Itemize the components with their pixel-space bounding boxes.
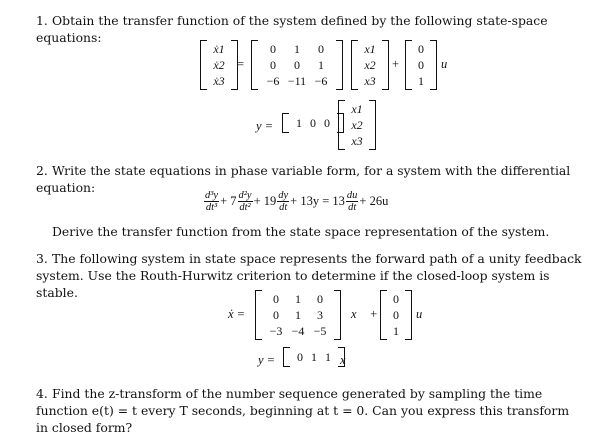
matrix-c	[283, 347, 345, 367]
problem-4	[36, 385, 582, 436]
matrix-entry: −6	[266, 74, 280, 88]
matrix-entry: 1	[325, 350, 331, 364]
matrix-entry: x1	[351, 102, 363, 116]
matrix-entry: 0	[270, 42, 276, 56]
matrix-entry: x1	[364, 42, 376, 56]
matrix-entry: x3	[351, 134, 363, 148]
matrix-entry: −3	[269, 324, 283, 338]
matrix-entry: ẋ1	[213, 42, 225, 56]
matrix-entry: 0	[273, 292, 279, 306]
matrix-entry: 0	[294, 58, 300, 72]
matrix-entry: 1	[296, 116, 302, 130]
term: + 7	[220, 194, 237, 208]
matrix-entry: 1	[295, 308, 301, 322]
matrix-entry: ẋ3	[213, 74, 225, 88]
problem-number: 2.	[36, 163, 48, 178]
matrix-entry: 0	[310, 116, 316, 130]
matrix-entry: 1	[393, 324, 399, 338]
input-variable: u	[416, 307, 423, 321]
matrix-entry: x2	[351, 118, 363, 132]
problem-text: Write the state equations in phase variable form, for a system with the differential equation:	[36, 163, 571, 195]
matrix-entry: 1	[311, 350, 317, 364]
output-rhs: x⃗	[340, 353, 356, 367]
fraction: $\frac{du}{dt}$	[346, 190, 358, 213]
matrix-entry: 0	[418, 42, 424, 56]
matrix-entry: 0	[393, 308, 399, 322]
matrix-a	[255, 290, 341, 340]
state-mid: x⃗ +	[351, 307, 378, 321]
matrix-entry: 0	[418, 58, 424, 72]
differential-equation	[203, 190, 388, 213]
problem-text: Find the z-transform of the number sequence generated by sampling the time function e(t) = t every T seconds, beginning at t = 0. Can you express this transform in closed form?	[36, 386, 570, 435]
matrix-entry: 0	[324, 116, 330, 130]
state-derivative-vector	[200, 40, 238, 90]
matrix-entry: 1	[294, 42, 300, 56]
problem-2-text2: Derive the transfer function from the state space representation of the system.	[52, 224, 550, 239]
problem-number: 3.	[36, 251, 48, 266]
matrix-entry: 0	[318, 42, 324, 56]
matrix-entry: 1	[318, 58, 324, 72]
matrix-entry: −4	[291, 324, 305, 338]
problem-number: 1.	[36, 13, 48, 28]
matrix-entry: −6	[314, 74, 328, 88]
matrix-entry: −5	[313, 324, 327, 338]
matrix-entry: 3	[317, 308, 323, 322]
equals-sign: =	[237, 57, 245, 71]
matrix-entry: 0	[297, 350, 303, 364]
term: + 13y = 13	[290, 194, 345, 208]
fraction: $\frac{\text{d³y}}{\text{dt³}}$	[205, 190, 219, 213]
matrix-entry: 0	[273, 308, 279, 322]
state-vector	[338, 100, 376, 150]
output-lhs: y =	[258, 353, 276, 367]
matrix-a	[251, 40, 343, 90]
fraction: $\frac{dy}{dt}$	[278, 190, 289, 213]
problem-text: The following system in state space represents the forward path of a unity feedback system. Use the Routh-Hurwitz criterion to determine if the closed-loop system is stable.	[36, 251, 582, 300]
matrix-b	[380, 290, 412, 340]
problem-text: Obtain the transfer function of the system defined by the following state-space equations:	[36, 13, 548, 45]
matrix-entry: x3	[364, 74, 376, 88]
term: + 19	[253, 194, 277, 208]
plus-sign: +	[392, 57, 400, 71]
matrix-c	[282, 113, 344, 133]
output-lhs: y =	[256, 119, 274, 133]
matrix-entry: 0	[317, 292, 323, 306]
input-variable: u	[441, 57, 448, 71]
matrix-entry: x2	[364, 58, 376, 72]
matrix-entry: 0	[393, 292, 399, 306]
matrix-entry: 0	[270, 58, 276, 72]
matrix-entry: −11	[287, 74, 307, 88]
matrix-entry: 1	[295, 292, 301, 306]
state-lhs: ẋ =	[228, 307, 246, 321]
term: + 26u	[359, 194, 389, 208]
matrix-b	[405, 40, 437, 90]
problem-number: 4.	[36, 386, 48, 401]
fraction: $\frac{\text{d²y}}{\text{dt²}}$	[238, 190, 252, 213]
matrix-entry: 1	[418, 74, 424, 88]
matrix-entry: ẋ2	[213, 58, 225, 72]
state-vector	[351, 40, 389, 90]
